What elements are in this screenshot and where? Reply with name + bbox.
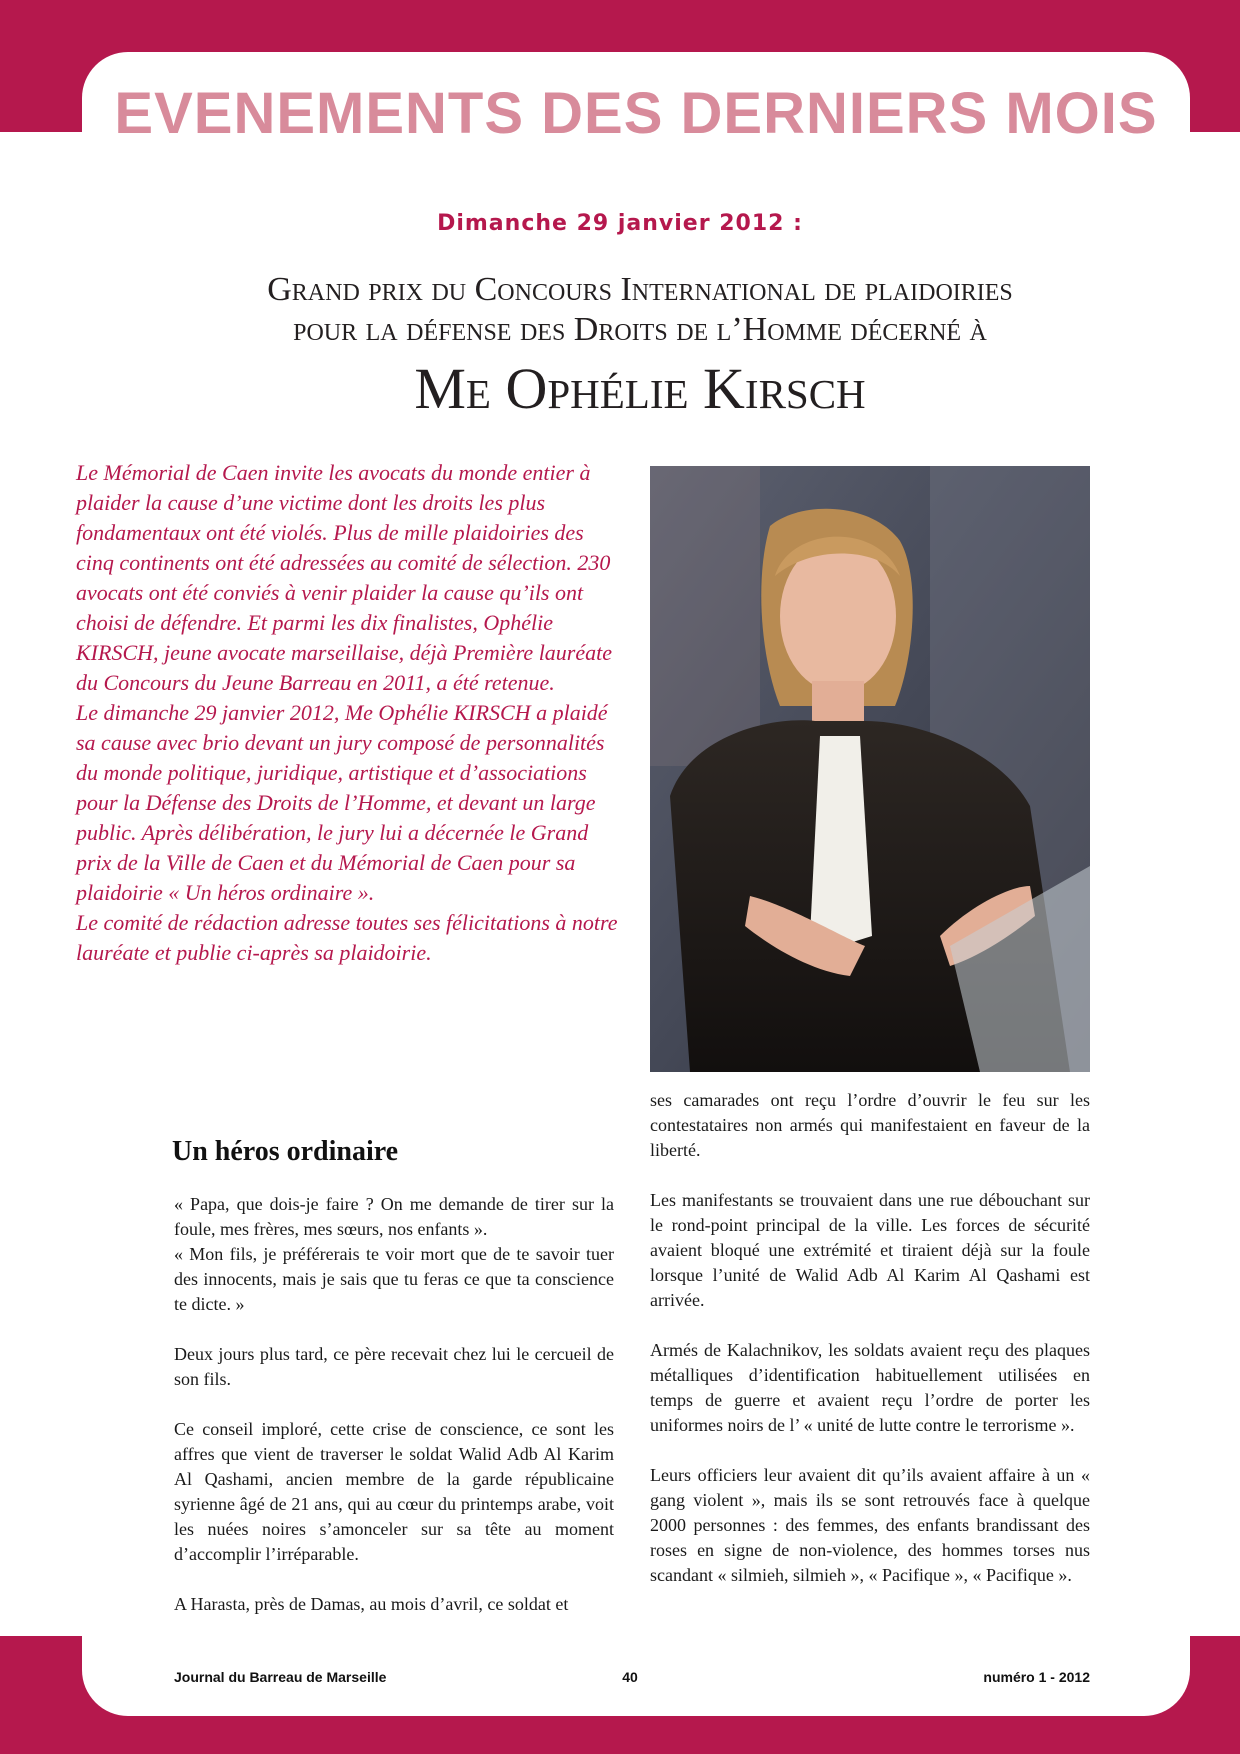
laureate-photo-illustration [650, 466, 1090, 1072]
article-line: « Mon fils, je préférerais te voir mort que de te savoir tuer des innocents, mais je sais que tu feras ce que ta conscience te dicte. » [174, 1244, 614, 1314]
article-paragraph: Armés de Kalachnikov, les soldats avaient reçu des plaques métalliques d’identification habituellement utilisées en temps de guerre et avaient reçu l’ordre de porter les uniformes noirs de l’ « unité de lutte contre le terrorisme ». [650, 1340, 1090, 1435]
article-paragraph: A Harasta, près de Damas, au mois d’avril, ce soldat et [174, 1594, 569, 1614]
headline-line-2: pour la défense des Droits de l’Homme décerné à [293, 311, 987, 348]
headline-laureate-name: Me Ophélie Kirsch [414, 356, 866, 421]
article-title: Un héros ordinaire [172, 1136, 399, 1167]
intro-text [76, 458, 621, 968]
intro-paragraph: Le dimanche 29 janvier 2012, Me Ophélie KIRSCH a plaidé sa cause avec brio devant un jury composé de personnalités du monde politique, juridique, artistique et d’associations pour la Défense des Droits de l’Homme, et devant un large public. Après délibération, le jury lui a décernée le Grand prix de la Ville de Caen et du Mémorial de Caen pour sa plaidoirie « Un héros ordinaire ». [76, 700, 608, 905]
article-paragraph [174, 1192, 614, 1317]
footer-journal-name: Journal du Barreau de Marseille [174, 1669, 387, 1685]
article-column-left [174, 1192, 614, 1642]
article-paragraph: Leurs officiers leur avaient dit qu’ils avaient affaire à un « gang violent », mais ils se sont retrouvés face à quelque 2000 personnes : des femmes, des enfants brandissant des roses en signe de non-violence, des hommes torses nus scandant « silmieh, silmieh », « Pacifique », « Pacifique ». [650, 1465, 1090, 1585]
article-paragraph: Ce conseil imploré, cette crise de conscience, ce sont les affres que vient de traverser le soldat Walid Adb Al Karim Al Qashami, ancien membre de la garde républicaine syrienne âgé de 21 ans, qui au cœur du printemps arabe, voit les nuées noires s’amonceler sur sa tête au moment d’accomplir l’irréparable. [174, 1419, 614, 1564]
section-banner-title: EVENEMENTS DES DERNIERS MOIS [114, 81, 1158, 146]
laureate-photo [650, 466, 1090, 1072]
intro-paragraph: Le Mémorial de Caen invite les avocats du monde entier à plaider la cause d’une victime dont les droits les plus fondamentaux ont été violés. Plus de mille plaidoiries des cinq continents ont été adressées au comité de sélection. 230 avocats ont été conviés à venir plaider la cause qu’ils ont choisi de défendre. Et parmi les dix finalistes, Ophélie KIRSCH, jeune avocate marseillaise, déjà Première lauréate du Concours du Jeune Barreau en 2011, a été retenue. [76, 460, 613, 695]
article-line: « Papa, que dois-je faire ? On me demande de tirer sur la foule, mes frères, mes sœurs, nos enfants ». [174, 1194, 614, 1239]
footer-page-number: 40 [622, 1669, 638, 1685]
article-paragraph: Deux jours plus tard, ce père recevait chez lui le cercueil de son fils. [174, 1344, 614, 1389]
article-paragraph: ses camarades ont reçu l’ordre d’ouvrir le feu sur les contestataires non armés qui manifestaient en faveur de la liberté. [650, 1090, 1090, 1160]
event-date: Dimanche 29 janvier 2012 : [437, 211, 803, 236]
intro-paragraph: Le comité de rédaction adresse toutes ses félicitations à notre lauréate et publie ci-après sa plaidoirie. [76, 910, 618, 965]
footer-issue-number: numéro 1 - 2012 [983, 1669, 1090, 1685]
page-card-fill [1190, 132, 1240, 1636]
event-headline [100, 270, 1180, 426]
headline-line-1: Grand prix du Concours International de plaidoiries [267, 271, 1013, 308]
article-column-right [650, 1088, 1090, 1613]
article-paragraph: Les manifestants se trouvaient dans une rue débouchant sur le rond-point principal de la ville. Les forces de sécurité avaient bloqué une extrémité et tiraient déjà sur la foule lorsque l’unité de Walid Adb Al Karim Al Qashami est arrivée. [650, 1190, 1090, 1310]
